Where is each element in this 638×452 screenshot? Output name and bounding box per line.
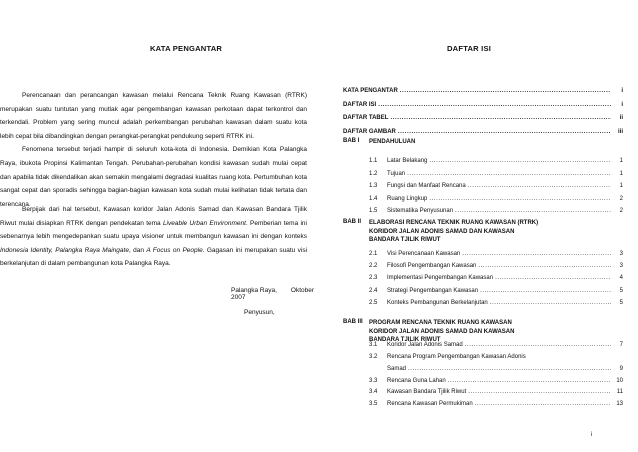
paragraph-2-italic-2: Indonesia Identity, Palangka Raya Maingate xyxy=(0,246,129,254)
toc-leader-dots xyxy=(468,389,611,395)
toc-item-title: Rencana Guna Lahan xyxy=(387,378,446,384)
toc-item-number: 2.1 xyxy=(369,251,378,257)
toc-sub-entry xyxy=(369,342,623,348)
toc-item-number: 3.1 xyxy=(369,342,378,348)
toc-leader-dots xyxy=(495,275,611,281)
toc-item-number: 2.5 xyxy=(369,300,378,306)
toc-front-entry xyxy=(343,129,623,135)
paragraph-2b: . Pemberian tema ini sebenarnya lebih mengedepankan suatu upaya visioner untuk membangun kawasan ini dengan konteks xyxy=(0,219,307,241)
toc-item-page: 1 xyxy=(619,158,623,164)
toc-item-title: Ruang Lingkup xyxy=(387,196,428,202)
toc-item-page: 10 xyxy=(616,378,623,384)
toc-front-entry xyxy=(343,102,623,108)
toc-chapter-code: BAB III xyxy=(343,319,363,325)
toc-item-title: DAFTAR ISI xyxy=(343,101,377,108)
toc-leader-dots xyxy=(480,288,611,294)
page-number: i xyxy=(591,432,593,438)
toc-item-page: 4 xyxy=(619,275,623,281)
toc-sub-entry xyxy=(369,275,623,281)
toc-leader-dots xyxy=(429,158,611,164)
toc-item-number: 1.3 xyxy=(369,183,378,189)
toc-leader-dots xyxy=(408,366,611,372)
toc-item-page: 3 xyxy=(619,251,623,257)
toc-leader-dots xyxy=(465,342,611,348)
toc-leader-dots xyxy=(475,401,611,407)
toc-item-number: 2.3 xyxy=(369,275,378,281)
toc-leader-dots xyxy=(468,183,611,189)
toc-chapter-title: ELABORASI RENCANA TEKNIK RUANG KAWASAN (RTRK) KORIDOR JALAN ADONIS SAMAD DAN KAWASAN BANDARA TJILIK RIWUT xyxy=(369,220,539,244)
toc-item-title: DAFTAR TABEL xyxy=(343,115,389,121)
toc-leader-dots xyxy=(478,263,611,269)
toc-item-title: DAFTAR GAMBAR xyxy=(343,128,396,135)
kata-pengantar-paragraph-2 xyxy=(0,203,307,271)
toc-sub-entry xyxy=(369,251,623,257)
toc-item-page: 11 xyxy=(616,389,623,395)
toc-item-number: 3.2 xyxy=(369,354,378,360)
toc-sub-entry xyxy=(369,171,623,177)
toc-item-page: i xyxy=(621,88,623,94)
toc-item-number: 3.5 xyxy=(369,401,378,407)
toc-sub-entry xyxy=(369,389,623,395)
toc-sub-entry xyxy=(369,183,623,189)
toc-front-entry xyxy=(343,115,623,121)
toc-sub-entry xyxy=(369,196,623,202)
toc-front-entry xyxy=(343,88,623,94)
toc-item-title: Konteks Pembangunan Berkelanjutan xyxy=(387,300,488,306)
toc-item-page: 2 xyxy=(619,208,623,214)
toc-sub-entry xyxy=(369,263,623,269)
toc-item-page: i xyxy=(621,101,623,108)
toc-item-title: Fungsi dan Manfaat Rencana xyxy=(387,183,466,189)
place: Palangka Raya, xyxy=(231,287,277,294)
signer: Penyusun, xyxy=(244,309,275,316)
paragraph-2-italic-1: Liveable Urban Environment xyxy=(162,219,246,227)
toc-item-title: Kawasan Bandara Tjilik Riwut xyxy=(387,389,467,395)
toc-item-page: 7 xyxy=(619,342,623,348)
toc-item-title: Rencana Program Pengembangan Kawasan Adonis xyxy=(387,354,526,360)
toc-item-title: Samad xyxy=(387,366,407,372)
toc-item-title: Latar Belakang xyxy=(387,158,428,164)
toc-item-number: 1.2 xyxy=(369,171,378,177)
toc-item-title: Implementasi Pengembangan Kawasan xyxy=(387,275,494,281)
toc-item-number: 3.4 xyxy=(369,389,378,395)
toc-item-page: 5 xyxy=(619,300,623,306)
toc-item-number: 1.4 xyxy=(369,196,378,202)
toc-sub-entry xyxy=(369,300,623,306)
toc-item-title: Sistematika Penyusunan xyxy=(387,208,454,214)
toc-item-title: Visi Perencanaan Kawasan xyxy=(387,251,461,257)
toc-item-title: Tujuan xyxy=(387,171,406,177)
toc-item-number: 1.5 xyxy=(369,208,378,214)
toc-sub-entry-continued xyxy=(387,366,623,372)
toc-chapter-code: BAB II xyxy=(343,219,361,225)
toc-sub-entry xyxy=(369,208,623,214)
toc-leader-dots xyxy=(400,88,611,94)
toc-item-page: 2 xyxy=(619,196,623,202)
toc-item-title: Strategi Pengembangan Kawasan xyxy=(387,288,479,294)
paragraph-2c: , dan xyxy=(128,246,147,254)
kata-pengantar-paragraph-1 xyxy=(0,89,307,211)
toc-sub-entry xyxy=(369,288,623,294)
date: Oktober 2007 xyxy=(231,287,315,301)
toc-chapter-heading xyxy=(343,319,539,345)
toc-leader-dots xyxy=(455,208,611,214)
toc-item-page: 5 xyxy=(619,288,623,294)
toc-item-page: 1 xyxy=(619,183,623,189)
toc-leader-dots xyxy=(490,300,611,306)
toc-sub-entry xyxy=(369,354,623,360)
toc-sub-entry xyxy=(369,378,623,384)
toc-item-page: 3 xyxy=(619,263,623,269)
toc-item-page: iii xyxy=(617,128,623,135)
kata-pengantar-heading: KATA PENGANTAR xyxy=(150,44,223,53)
toc-chapter-title: PENDAHULUAN xyxy=(369,139,416,145)
toc-sub-entry xyxy=(369,401,623,407)
toc-leader-dots xyxy=(398,129,611,135)
toc-item-title: KATA PENGANTAR xyxy=(343,88,398,94)
toc-item-title: Koridor Jalan Adonis Samad xyxy=(387,342,463,348)
toc-item-number: 2.2 xyxy=(369,263,378,269)
toc-item-number: 3.3 xyxy=(369,378,378,384)
toc-chapter-heading xyxy=(343,138,539,147)
toc-item-page: 1 xyxy=(619,171,623,177)
toc-item-page: 9 xyxy=(619,366,623,372)
paragraph-2d: . Gagasan ini merupakan suatu visi berkelanjutan di dalam pembangunan kota Palangka Raya. xyxy=(0,246,308,268)
toc-leader-dots xyxy=(462,251,611,257)
place-date xyxy=(231,287,319,301)
toc-chapter-title: PROGRAM RENCANA TEKNIK RUANG KAWASAN KORIDOR JALAN ADONIS SAMAD DAN KAWASAN BANDARA TJILIK RIWUT xyxy=(369,320,515,344)
toc-chapter-heading xyxy=(343,219,539,245)
paragraph-1a: Perencanaan dan perancangan kawasan melalui Rencana Teknik Ruang Kawasan (RTRK) merupakan suatu tuntutan yang mutlak agar pengembangan kawasan perkotaan dapat terkontrol dan terkendali. Problem yang sering muncul adalah perkembangan perubahan kawasan dalam suatu kota lebih cepat bila dibandingkan dengan perangkat-perangkat pendukung seperti RTRK ini. xyxy=(0,92,307,140)
paragraph-1b: Fenomena tersebut terjadi hampir di seluruh kota-kota di Indonesia. Demikian Kota Palangka Raya, ibukota Propinsi Kalimantan Tengah. Perubahan-perubahan kondisi kawasan sudah mulai cepat dan apabila tidak dikendalikan akan semakin mengalami degradasi kualitas ruang kota. Pertumbuhan kota sangat cepat dan sporadis sehingga bagian-bagian kawasan kota sudah mulai kelihatan tidak tertata dan terencana. xyxy=(0,146,307,208)
daftar-isi-heading: DAFTAR ISI xyxy=(447,44,492,53)
toc-item-number: 1.1 xyxy=(369,158,378,164)
paragraph-2-italic-3: A Focus on People xyxy=(146,246,203,254)
toc-leader-dots xyxy=(448,378,611,384)
toc-chapter-code: BAB I xyxy=(343,138,360,144)
toc-item-number: 2.4 xyxy=(369,288,378,294)
toc-item-page: 13 xyxy=(616,401,623,407)
toc-item-page: ii xyxy=(619,115,623,121)
toc-leader-dots xyxy=(378,102,611,108)
toc-sub-entry xyxy=(369,158,623,164)
toc-item-title: Rencana Kawasan Permukiman xyxy=(387,401,473,407)
toc-leader-dots xyxy=(407,171,611,177)
toc-leader-dots xyxy=(390,115,611,121)
toc-leader-dots xyxy=(429,196,611,202)
paragraph-2a: Berpijak dari hal tersebut, Kawasan koridor Jalan Adonis Samad dan Kawasan Bandara Tjilik Riwut mulai disiapkan RTRK dengan pendekatan tema xyxy=(0,206,307,227)
toc-item-title: Filosofi Pengembangan Kawasan xyxy=(387,263,477,269)
